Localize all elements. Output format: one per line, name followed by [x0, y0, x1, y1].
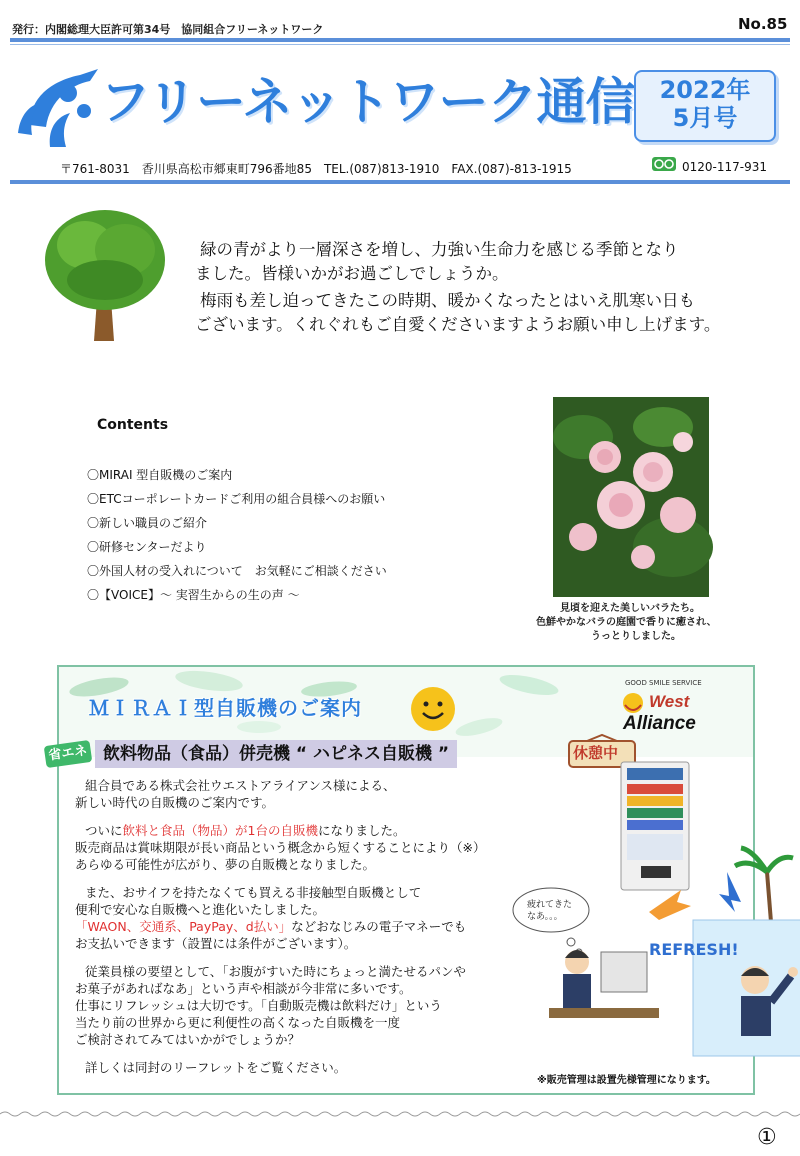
- body-paragraph: [75, 919, 466, 935]
- body-text-plain: になりました。: [317, 823, 406, 838]
- good-smile-label: GOOD SMILE SERVICE: [625, 679, 702, 687]
- greeting-line-4: ございます。くれぐれもご自愛くださいますようお願い申し上げます。: [195, 315, 721, 334]
- body-paragraph: 詳しくは同封のリーフレットをご覧ください。: [85, 1060, 347, 1075]
- energy-saving-badge: 省エネ: [44, 740, 93, 768]
- highlight-text: 飲料と食品（物品）が1台の自販機: [122, 823, 318, 838]
- body-text-plain: ついに: [85, 823, 123, 838]
- greeting-line-3: 梅雨も差し迫ってきたこの時期、暖かくなったとはいえ肌寒い日も: [200, 291, 695, 310]
- header-rule-thin: [10, 44, 790, 45]
- tree-illustration-icon: [40, 205, 170, 345]
- greeting-line-1: 緑の青がより一層深さを増し、力強い生命力を感じる季節となり: [200, 240, 679, 259]
- toc-item: 〇新しい職員のご紹介: [87, 516, 208, 530]
- issue-number: No.85: [738, 15, 788, 33]
- body-paragraph: ご検討されてみてはいかがでしょうか？: [75, 1032, 301, 1047]
- mirai-section-title: ＭＩＲＡＩ型自販機のご案内: [89, 696, 362, 720]
- toc-item: 〇研修センターだより: [87, 540, 207, 554]
- body-text-plain: などおなじみの電子マネーでも: [291, 919, 467, 934]
- toc-item: 〇ETCコーポレートカードご利用の組合員様へのお願い: [87, 492, 386, 506]
- photo-caption-line: うっとりしました。: [591, 631, 681, 642]
- body-paragraph: 仕事にリフレッシュは大切です。「自動販売機は飲料だけ」という: [75, 998, 442, 1013]
- body-paragraph: あらゆる可能性が広がり、夢の自販機となりました。: [75, 857, 376, 872]
- body-paragraph: 便利で安心な自販機へと進化いたしました。: [75, 902, 326, 917]
- header-rule: [10, 38, 790, 42]
- body-paragraph: お支払いできます（設置には条件がございます）。: [75, 936, 357, 951]
- toc-item: 〇外国人材の受入れについて お気軽にご相談ください: [87, 564, 387, 578]
- tired-text: 疲れてきた なあ。。。: [527, 900, 573, 922]
- body-paragraph: 当たり前の世界から更に利便性の高くなった自販機を一度: [75, 1015, 401, 1030]
- west-alliance-logo: [619, 689, 744, 733]
- page-number: ①: [757, 1125, 777, 1150]
- toc-item: 〇MIRAI 型自販機のご案内: [87, 468, 233, 482]
- svg-text:West: West: [649, 692, 690, 711]
- greeting-line-2: ました。皆様いかがお過ごしでしょうか。: [195, 264, 509, 283]
- management-note: ※販売管理は設置先様管理になります。: [537, 1075, 716, 1086]
- freedial-icon: [652, 157, 676, 171]
- contents-heading: Contents: [97, 417, 169, 433]
- body-paragraph: 組合員である株式会社ウエストアライアンス様による、: [85, 778, 396, 793]
- photo-caption-line: 色鮮やかなバラの庭園で香りに癒され、: [536, 617, 717, 628]
- highlight-text: 「WAON、交通系、PayPay、d払い」: [75, 919, 292, 934]
- photo-caption-line: 見頃を迎えた美しいバラたち。: [560, 603, 700, 614]
- tired-speech-bubble: [527, 899, 572, 923]
- mirai-section: [47, 665, 755, 1095]
- break-sign-text: 休憩中: [573, 744, 619, 762]
- freenetwork-logo-icon: [10, 55, 110, 155]
- issue-month: 5月号: [672, 104, 738, 132]
- issue-year: 2022年: [659, 76, 751, 104]
- publisher-line: 発行：内閣総理大臣許可第34号 協同組合フリーネットワーク: [12, 23, 324, 36]
- body-paragraph: 新しい時代の自販機のご案内です。: [75, 795, 275, 810]
- address-rule: [10, 180, 790, 184]
- body-paragraph: [85, 823, 406, 839]
- smile-logo-icon: [409, 685, 457, 733]
- footer-wave-divider: [0, 1108, 800, 1120]
- refresh-label: REFRESH!: [649, 940, 739, 959]
- body-paragraph: また、おサイフを持たなくても買える非接触型自販機として: [85, 885, 422, 900]
- freedial-number: 0120-117-931: [682, 160, 768, 174]
- body-paragraph: 販売商品は賞味期限が長い商品という概念から短くすることにより（※）: [75, 840, 486, 855]
- machine-title: 飲料物品（食品）併売機 “ ハピネス自販機 ”: [95, 740, 457, 768]
- svg-text:Alliance: Alliance: [623, 713, 696, 734]
- body-paragraph: お菓子があればなあ」という声や相談が今非常に多いです。: [75, 981, 412, 996]
- issue-date-badge: [634, 70, 776, 142]
- toc-item: 〇【VOICE】～ 実習生からの生の声 ～: [87, 588, 300, 602]
- body-paragraph: 従業員様の要望として、「お腹がすいた時にちょっと満たせるパンや: [85, 964, 467, 979]
- rose-photo: [553, 397, 709, 597]
- address-line: 〒761-8031 香川県高松市郷東町796番地85 TEL.(087)813-1910 FAX.(087)-813-1915: [60, 162, 572, 176]
- newsletter-title: フリーネットワーク通信: [100, 73, 635, 131]
